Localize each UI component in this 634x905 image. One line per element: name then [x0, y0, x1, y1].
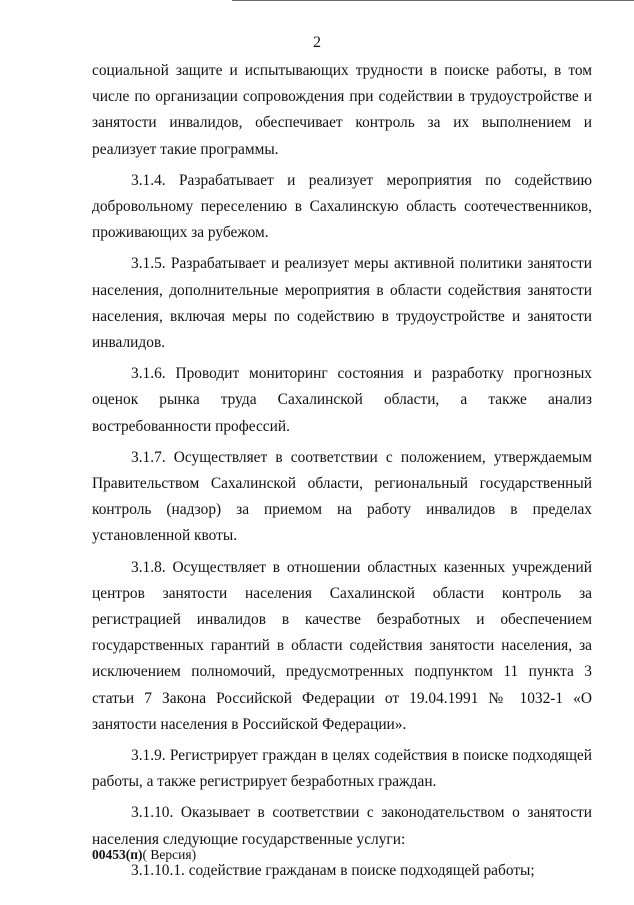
- paragraph-3-1-7: 3.1.7. Осуществляет в соответствии с положением, утверждаемым Правительством Сахалинской области, региональный государственный контроль (надзор) за приемом на работу инвалидов в пределах установленной квоты.: [92, 448, 592, 545]
- document-code: 00453(п): [92, 847, 143, 862]
- paragraph-3-1-4: 3.1.4. Разрабатывает и реализует мероприятия по содействию добровольному переселению в Сахалинскую область соотечественников, проживающих за рубежом.: [92, 171, 592, 242]
- document-body: [92, 58, 592, 884]
- paragraph-3-1-8: 3.1.8. Осуществляет в отношении областных казенных учреждений центров занятости населения Сахалинской области контроль за регистрацией инвалидов в качестве безработных и обеспечением государственных гарантий в области содействия занятости населения, за исключением полномочий, предусмотренных подпунктом 11 пункта 3 статьи 7 Закона Российской Федерации от 19.04.1991 № 1032-1 «О занятости населения в Российской Федерации».: [92, 558, 592, 733]
- paragraph-3-1-10: 3.1.10. Оказывает в соответствии с законодательством о занятости населения следующие государственные услуги:: [92, 804, 592, 848]
- paragraph-3-1-5: 3.1.5. Разрабатывает и реализует меры активной политики занятости населения, дополнительные мероприятия в области содействия занятости населения, включая меры по содействию в трудоустройстве и занятости инвалидов.: [92, 255, 592, 352]
- top-rule: [232, 0, 634, 1]
- document-version: ( Версия): [142, 847, 197, 862]
- document-footer: [92, 847, 196, 863]
- paragraph-3-1-9: 3.1.9. Регистрирует граждан в целях содействия в поиске подходящей работы, а также регистрирует безработных граждан.: [92, 747, 592, 791]
- paragraph-continuation: социальной защите и испытывающих трудности в поиске работы, в том числе по организации сопровождения при содействии в трудоустройстве и занятости инвалидов, обеспечивает контроль за их выполнением и реализует такие программы.: [92, 62, 592, 158]
- paragraph-3-1-6: 3.1.6. Проводит мониторинг состояния и разработку прогнозных оценок рынка труда Сахалинской области, а также анализ востребованности профессий.: [92, 365, 592, 435]
- page-number: 2: [313, 34, 321, 51]
- paragraph-3-1-10-1: 3.1.10.1. содействие гражданам в поиске подходящей работы;: [131, 861, 535, 879]
